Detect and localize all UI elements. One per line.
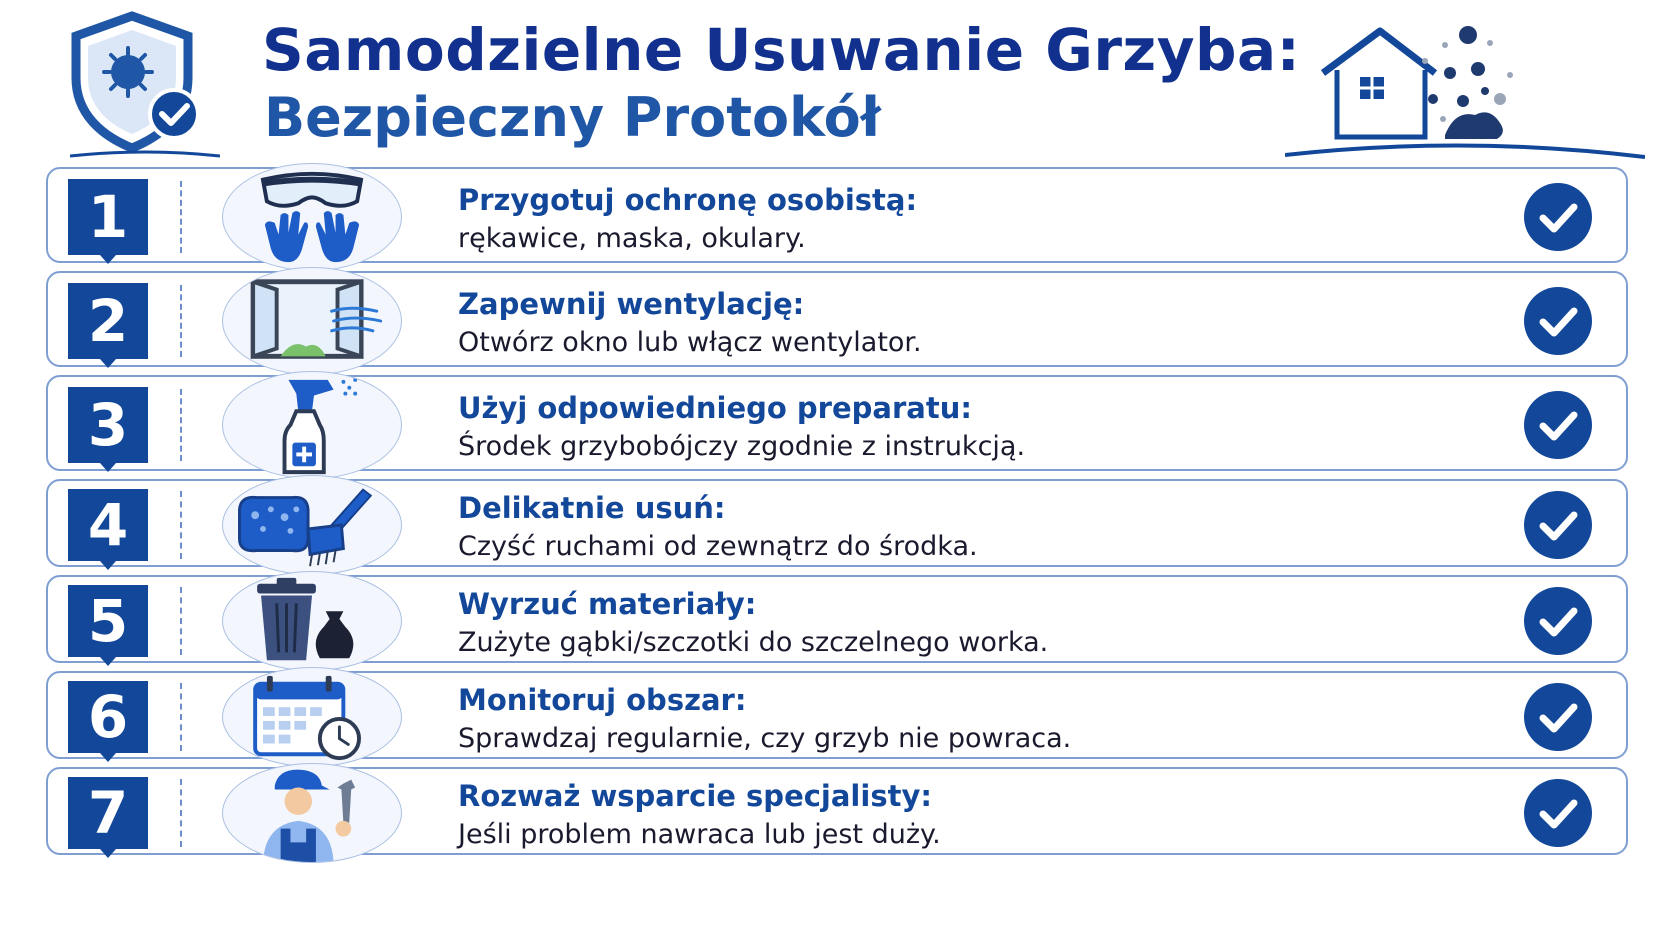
step-item-1 [46,167,1628,263]
step-text [458,183,917,254]
divider [180,285,182,357]
shield-virus-check-icon [70,10,220,158]
step-heading: Zapewnij wentylację: [458,287,805,321]
calendar-clock-icon [222,667,402,767]
step-heading: Delikatnie usuń: [458,491,726,525]
step-heading: Rozważ wsparcie specjalisty: [458,779,932,813]
step-heading: Przygotuj ochronę osobistą: [458,183,918,217]
page-title: Samodzielne Usuwanie Grzyba: [262,16,1301,84]
step-number: 3 [68,387,148,463]
step-text [458,683,1071,754]
check-icon [1524,587,1592,655]
step-description: Zużyte gąbki/szczotki do szczelnego worka. [458,627,1049,658]
page-subtitle: Bezpieczny Protokół [264,86,881,149]
step-text [458,779,941,850]
check-icon [1524,391,1592,459]
divider [180,181,182,253]
step-description: Otwórz okno lub włącz wentylator. [458,327,922,358]
step-number: 6 [68,681,148,753]
divider [180,389,182,461]
check-icon [1524,491,1592,559]
step-number: 7 [68,777,148,849]
divider [180,587,182,655]
step-description: Środek grzybobójczy zgodnie z instrukcją. [458,431,1026,462]
divider [180,491,182,559]
step-heading: Wyrzuć materiały: [458,587,757,621]
step-description: Czyść ruchami od zewnątrz do środka. [458,531,978,562]
header [0,0,1672,160]
sponge-brush-icon [222,475,402,575]
trash-bin-bag-icon [222,571,402,671]
divider [180,683,182,751]
step-item-2 [46,271,1628,367]
specialist-wrench-icon [222,763,402,863]
step-text [458,491,978,562]
step-item-3 [46,375,1628,471]
step-heading: Użyj odpowiedniego preparatu: [458,391,972,425]
open-window-icon [222,267,402,375]
goggles-gloves-icon [222,163,402,271]
step-number: 4 [68,489,148,561]
step-number: 2 [68,283,148,359]
spray-bottle-icon [222,371,402,479]
check-icon [1524,183,1592,251]
step-item-6 [46,671,1628,759]
step-description: Jeśli problem nawraca lub jest duży. [458,819,941,850]
divider [180,779,182,847]
step-heading: Monitoruj obszar: [458,683,747,717]
step-item-7 [46,767,1628,855]
step-number: 1 [68,179,148,255]
step-description: Sprawdzaj regularnie, czy grzyb nie powraca. [458,723,1072,754]
step-number: 5 [68,585,148,657]
check-icon [1524,287,1592,355]
check-icon [1524,779,1592,847]
step-item-5 [46,575,1628,663]
house-mold-spores-icon [1285,15,1645,165]
step-text [458,287,922,358]
step-text [458,391,1025,462]
step-description: rękawice, maska, okulary. [458,223,806,254]
check-icon [1524,683,1592,751]
step-item-4 [46,479,1628,567]
step-text [458,587,1048,658]
